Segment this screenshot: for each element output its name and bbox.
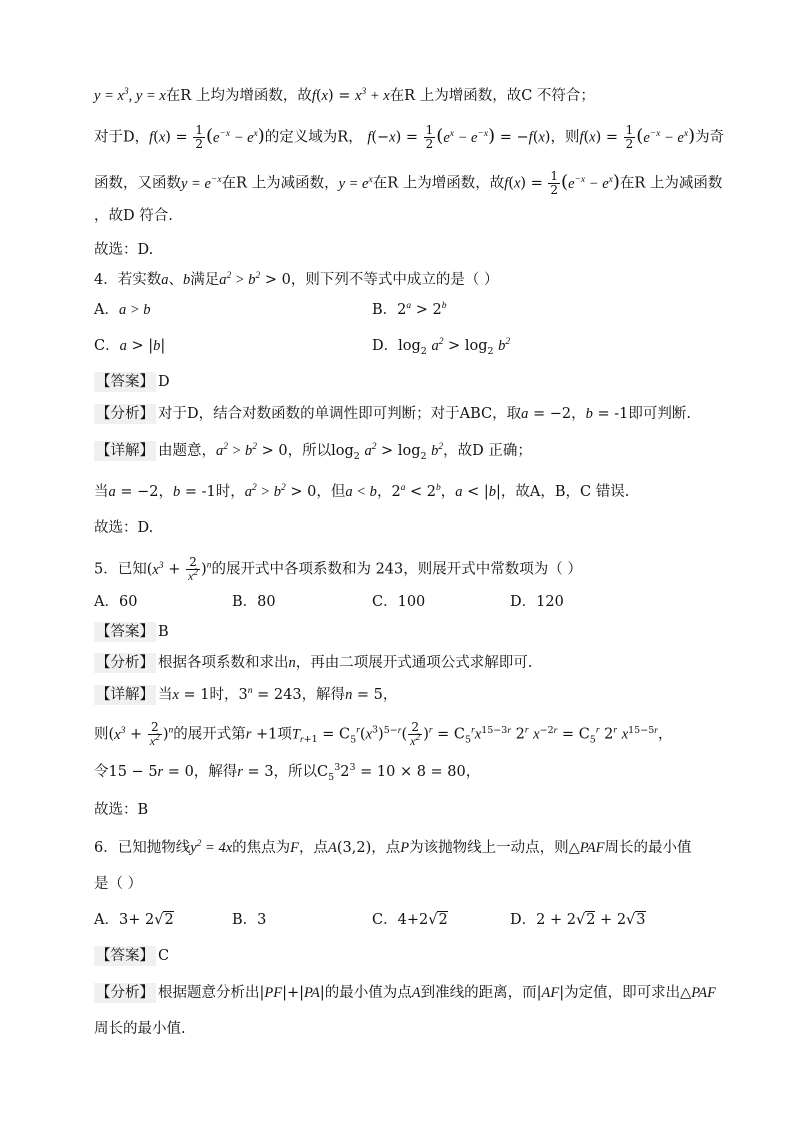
q4-option-b[interactable]: B．$2^a > 2^b$ [372,301,447,318]
q6-answer: 【答案】 C [96,948,170,964]
q6-analysis-1: 【分析】 根据题意分析出|PF|+|PA|的最小值为点A到准线的距离，而|AF|为定值，即可求出△PAF [96,985,716,1001]
text-line-2: 对于D，f(x) = $\frac{1}{2}$ $(e^{-x} - e^x)$的定义域为R， f(−x) = $\frac{1}{2}$ $(e^x - e^{-x}) = -f(x)$，则f(x) = $\frac{1}{2}$ $(e^{-x} - e^x)$为奇 [94,123,725,151]
q4-option-d[interactable]: D．$\log_2 a^2 > \log_2 b^2$ [372,337,511,357]
q5-option-d[interactable]: D．120 [510,594,564,610]
q4-detail-2: 当a = −2，b = -1时，$a^2 > b^2 > 0$，但a < b，$2^a < 2^b$，a < |b|，故A，B，C 错误. [94,483,630,500]
text-line-5: 故选：D. [94,242,154,258]
q4-detail-1: 【详解】 由题意，$a^2 > b^2 > 0$，所以$\log_2 a^2 > \log_2 b^2$，故D 正确； [96,442,532,462]
q5-detail-3: 令15 − 5r = 0，解得r = 3，所以$C_5^32^3 = 10 \times 8 = 80$， [94,762,481,783]
q6-option-c[interactable]: C．4+2√2 [372,912,448,928]
question-6-stem-line-1: 6．已知抛物线$y^2 = 4x$的焦点为F，点A(3,2)，点P为该抛物线上一动点，则△PAF周长的最小值 [94,839,692,856]
q5-detail-2: 则($x^3$ + $\frac{2}{x^2}$ )$^n$的展开式第r +1项$T_{r+1} = C_5^r(x^3)^{5-r}$( $\frac{2}{x^2}$ )$^r = C_5^rx^{15-3r}$ 2$^r$ $x^{-2r} = C_5^r$ 2$^r$ $x^{15-5r}$， [94,720,673,748]
q5-choice: 故选：B [94,802,149,818]
q5-answer: 【答案】 B [96,624,169,640]
q4-option-c[interactable]: C．a > |b| [94,338,166,354]
text-line-3: 函数，又函数$y = e^{-x}$在R 上为减函数，$y = e^x$在R 上为增函数，故f(x) = $\frac{1}{2}$ $(e^{-x} - e^x)$在R 上为减函数 [94,169,723,197]
text-line-1: $y = x^3$, y = x在R 上均为增函数，故$f(x) = x^3 + x$在R 上为增函数，故C 不符合； [94,87,595,104]
q5-detail-1: 【详解】 当x = 1时，$3^n = 243$，解得n = 5， [96,686,398,703]
question-6-stem-line-2: 是（ ） [94,876,143,892]
q4-analysis: 【分析】 对于D，结合对数函数的单调性即可判断；对于ABC，取a = −2，b = -1即可判断. [96,406,691,422]
q6-option-d[interactable]: D．2 + 2√2 + 2√3 [510,912,646,928]
q4-choice: 故选：D. [94,520,154,536]
q6-option-b[interactable]: B．3 [232,912,267,928]
q4-answer: 【答案】 D [96,374,170,390]
q4-option-a[interactable]: A．a > b [94,302,151,318]
text-line-4: ，故D 符合. [94,208,173,224]
question-5-stem: 5．已知($x^3$ + $\frac{2}{x^2}$ )$^n$的展开式中各项系数和为 243，则展开式中常数项为（ ） [94,555,582,583]
question-4-stem: 4．若实数a、b满足$a^2 > b^2 > 0$，则下列不等式中成立的是（ ） [94,271,499,288]
q5-analysis: 【分析】 根据各项系数和求出n，再由二项展开式通项公式求解即可. [96,655,533,671]
q5-option-c[interactable]: C．100 [372,594,426,610]
q6-option-a[interactable]: A．3+ 2√2 [94,912,174,928]
q5-option-b[interactable]: B．80 [232,594,276,610]
q6-analysis-2: 周长的最小值. [94,1021,186,1037]
q5-option-a[interactable]: A．60 [94,594,138,610]
